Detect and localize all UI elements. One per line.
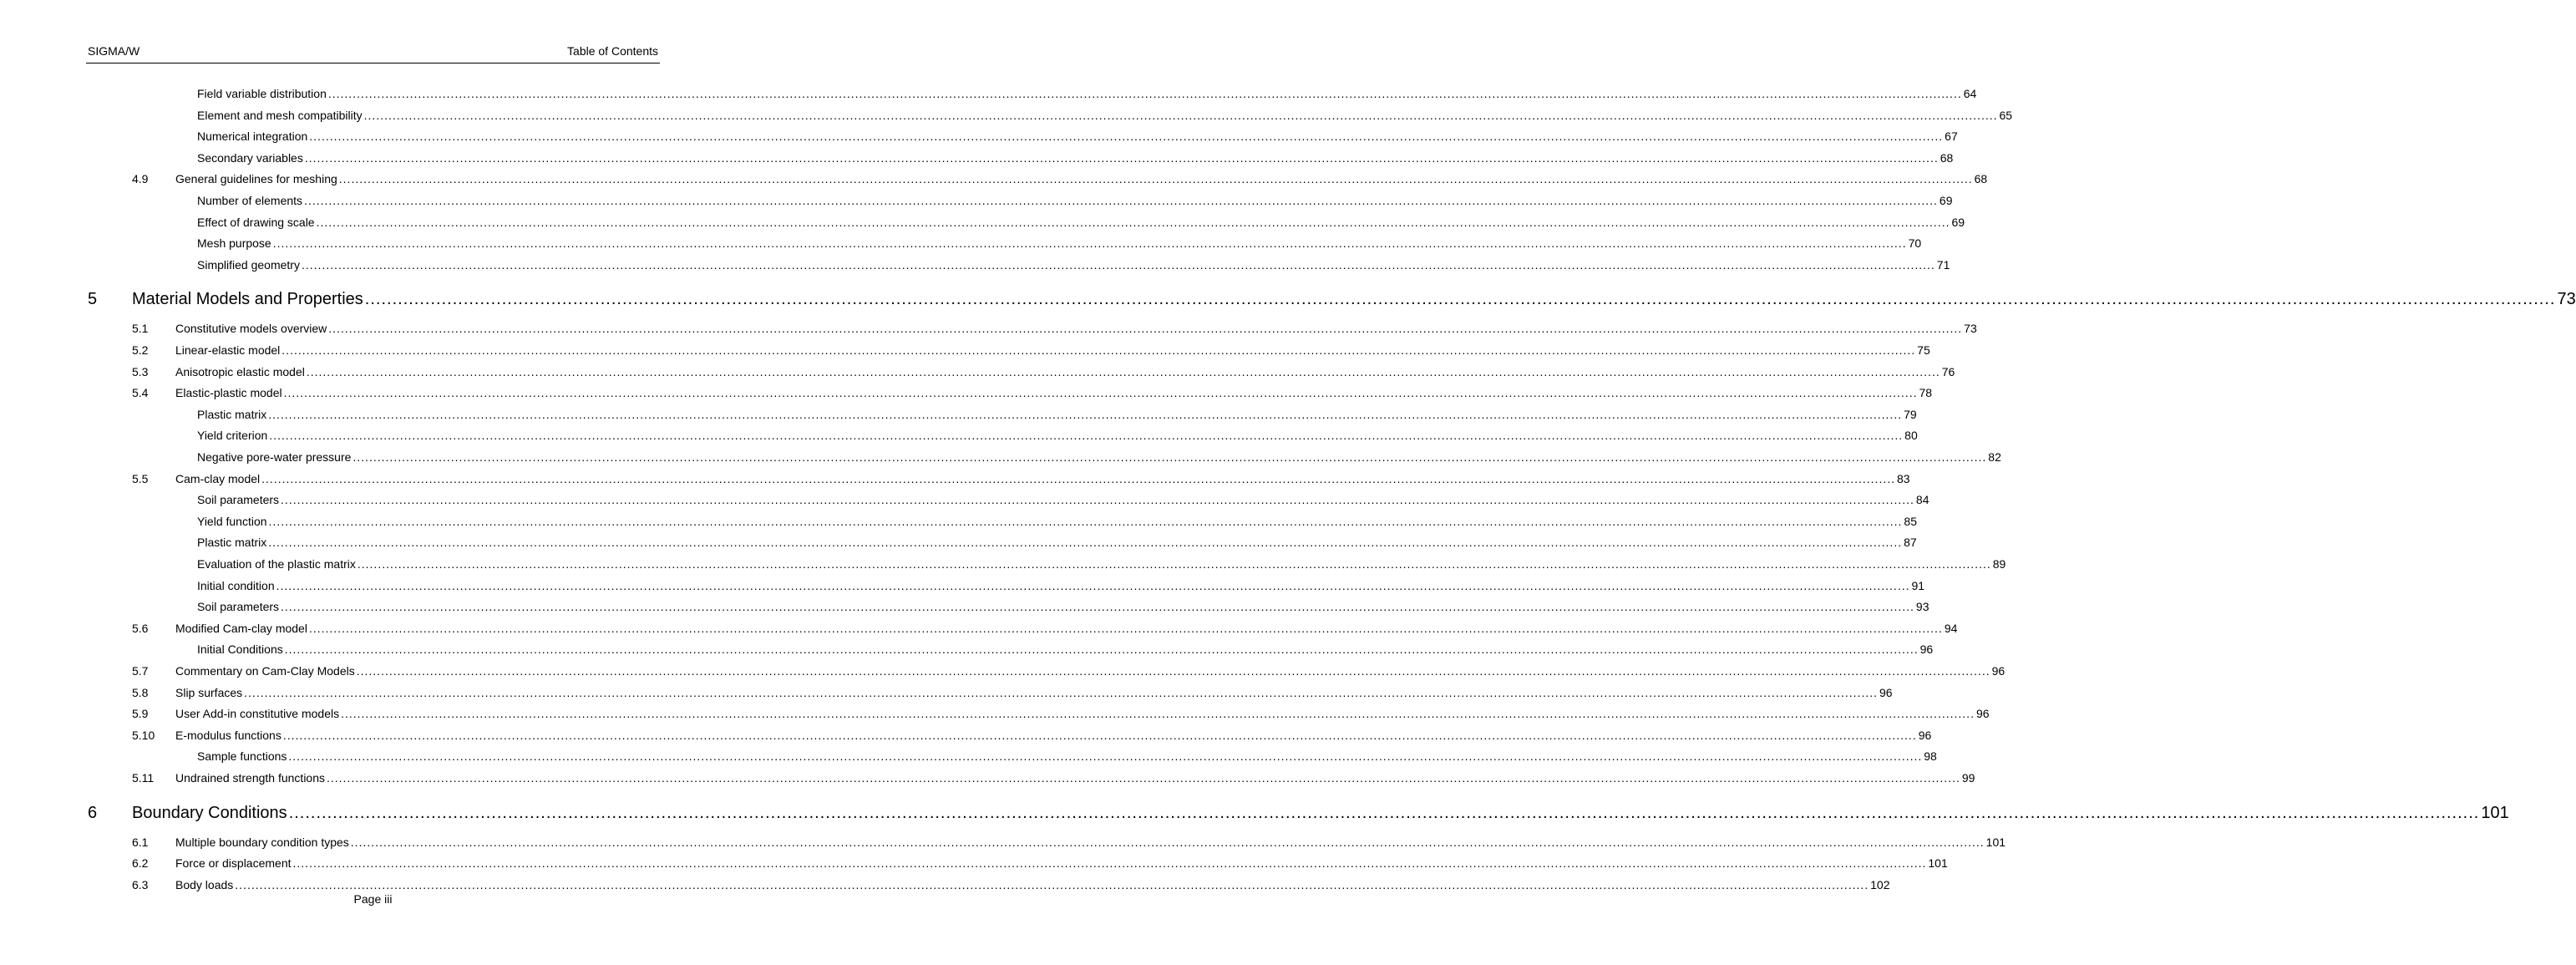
toc-subsection-entry[interactable] [197, 194, 1953, 207]
toc-entry-title: Body loads [175, 877, 234, 891]
toc-section-entry[interactable] [175, 771, 1975, 785]
toc-entry-title: Boundary Conditions [132, 803, 287, 822]
toc-entry-page: 64 [1963, 87, 1977, 100]
toc-subsection-entry[interactable] [197, 450, 2001, 464]
toc-entry-page: 65 [1999, 108, 2013, 122]
toc-entry-title: Mesh purpose [197, 236, 271, 251]
toc-entry-page: 68 [1974, 172, 1988, 186]
toc-entry-page: 102 [1870, 877, 1890, 891]
toc-section-entry[interactable] [175, 322, 1977, 336]
dot-leader: ................................................................................................................................................................................................................................................................................................................................................................................................................ [327, 771, 1960, 785]
toc-entry-page: 67 [1945, 130, 1958, 144]
toc-section-entry[interactable] [175, 386, 1933, 400]
dot-leader: ................................................................................................................................................................................................................................................................................................................................................................................................................ [288, 749, 1923, 764]
section-number: 5.9 [132, 707, 149, 721]
toc-entry-page: 91 [1911, 578, 1925, 592]
dot-leader: ................................................................................................................................................................................................................................................................................................................................................................................................................ [352, 450, 1987, 464]
section-number: 6.1 [132, 835, 149, 849]
dot-leader: ................................................................................................................................................................................................................................................................................................................................................................................................................ [269, 429, 1904, 443]
dot-leader: ................................................................................................................................................................................................................................................................................................................................................................................................................ [268, 514, 1903, 528]
section-number: 5.7 [132, 664, 149, 678]
section-number: 5.11 [132, 771, 155, 785]
toc-entry-page: 93 [1915, 600, 1929, 614]
toc-entry-page: 94 [1944, 621, 1958, 635]
toc-entry-page: 96 [1975, 707, 1990, 721]
toc-entry-page: 96 [1991, 664, 2006, 678]
toc-subsection-entry[interactable] [197, 493, 1929, 507]
toc-subsection-entry[interactable] [197, 557, 2006, 571]
toc-entry-page: 69 [1939, 194, 1953, 207]
toc-entry-page: 73 [2557, 290, 2576, 309]
dot-leader: ................................................................................................................................................................................................................................................................................................................................................................................................................ [276, 578, 1910, 592]
toc-section-entry[interactable] [175, 877, 1890, 891]
toc-section-entry[interactable] [175, 172, 1988, 186]
toc-section-entry[interactable] [175, 685, 1893, 699]
toc-entry-title: Multiple boundary condition types [175, 835, 349, 849]
toc-subsection-entry[interactable] [197, 536, 1917, 550]
toc-entry-title: Initial condition [197, 578, 275, 592]
toc-entry-title: Soil parameters [197, 493, 280, 507]
toc-entry-title: E-modulus functions [175, 728, 281, 742]
toc-subsection-entry[interactable] [197, 257, 1950, 272]
dot-leader: ................................................................................................................................................................................................................................................................................................................................................................................................................ [327, 87, 1962, 100]
toc-section-entry[interactable] [175, 621, 1958, 635]
toc-entry-page: 99 [1961, 771, 1975, 785]
toc-subsection-entry[interactable] [197, 236, 1922, 251]
toc-entry-title: Anisotropic elastic model [175, 364, 305, 378]
dot-leader: ................................................................................................................................................................................................................................................................................................................................................................................................................ [350, 835, 1985, 849]
toc-entry-title: Cam-clay model [175, 471, 261, 485]
page-number: Page iii [353, 892, 393, 906]
toc-entry-title: Soil parameters [197, 600, 280, 614]
dot-leader: ................................................................................................................................................................................................................................................................................................................................................................................................................ [288, 803, 2480, 822]
toc-section-entry[interactable] [175, 707, 1990, 721]
toc-entry-page: 84 [1915, 493, 1929, 507]
running-header-left: SIGMA/W [88, 44, 140, 58]
dot-leader: ................................................................................................................................................................................................................................................................................................................................................................................................................ [304, 194, 1938, 207]
dot-leader: ................................................................................................................................................................................................................................................................................................................................................................................................................ [338, 172, 1973, 186]
toc-entry-title: Slip surfaces [175, 685, 243, 699]
toc-entry-page: 85 [1904, 514, 1917, 528]
dot-leader: ................................................................................................................................................................................................................................................................................................................................................................................................................ [341, 707, 1975, 721]
toc-entry-title: Secondary variables [197, 150, 303, 165]
toc-entry-page: 83 [1897, 471, 1910, 485]
toc-entry-page: 96 [1918, 728, 1932, 742]
dot-leader: ................................................................................................................................................................................................................................................................................................................................................................................................................ [306, 364, 1940, 378]
toc-section-entry[interactable] [175, 343, 1930, 357]
toc-entry-title: Sample functions [197, 749, 287, 764]
toc-entry-title: Linear-elastic model [175, 343, 281, 357]
toc-entry-page: 75 [1917, 343, 1930, 357]
toc-subsection-entry[interactable] [197, 130, 1958, 144]
toc-entry-page: 101 [1928, 856, 1948, 871]
toc-entry-page: 68 [1940, 150, 1954, 165]
toc-entry-page: 82 [1988, 450, 2001, 464]
toc-entry-title: Yield function [197, 514, 267, 528]
section-number: 6.3 [132, 877, 149, 891]
dot-leader: ................................................................................................................................................................................................................................................................................................................................................................................................................ [308, 621, 1943, 635]
toc-section-entry[interactable] [175, 728, 1932, 742]
running-header-right: Table of Contents [567, 44, 658, 58]
toc-entry-title: Yield criterion [197, 429, 268, 443]
toc-subsection-entry[interactable] [197, 514, 1917, 528]
section-number: 5.3 [132, 364, 149, 378]
dot-leader: ................................................................................................................................................................................................................................................................................................................................................................................................................ [309, 130, 1944, 144]
section-number: 5.6 [132, 621, 149, 635]
toc-entry-title: Element and mesh compatibility [197, 108, 363, 122]
dot-leader: ................................................................................................................................................................................................................................................................................................................................................................................................................ [284, 642, 1919, 657]
toc-subsection-entry[interactable] [197, 150, 1954, 165]
dot-leader: ................................................................................................................................................................................................................................................................................................................................................................................................................ [272, 236, 1907, 251]
toc-entry-page: 79 [1904, 407, 1917, 421]
dot-leader: ................................................................................................................................................................................................................................................................................................................................................................................................................ [316, 215, 1950, 229]
toc-entry-title: Constitutive models overview [175, 322, 327, 336]
dot-leader: ................................................................................................................................................................................................................................................................................................................................................................................................................ [363, 108, 1998, 122]
toc-section-entry[interactable] [175, 364, 1955, 378]
dot-leader: ................................................................................................................................................................................................................................................................................................................................................................................................................ [292, 856, 1927, 871]
toc-entry-title: Plastic matrix [197, 536, 267, 550]
section-number: 5.2 [132, 343, 149, 357]
dot-leader: ................................................................................................................................................................................................................................................................................................................................................................................................................ [301, 257, 1935, 272]
toc-subsection-entry[interactable] [197, 600, 1929, 614]
toc-subsection-entry[interactable] [197, 642, 1934, 657]
toc-entry-page: 78 [1919, 386, 1933, 400]
toc-entry-title: Negative pore-water pressure [197, 450, 352, 464]
toc-entry-page: 98 [1924, 749, 1937, 764]
dot-leader: ................................................................................................................................................................................................................................................................................................................................................................................................................ [283, 386, 1918, 400]
toc-entry-page: 70 [1908, 236, 1922, 251]
toc-subsection-entry[interactable] [197, 429, 1918, 443]
toc-entry-page: 73 [1964, 322, 1977, 336]
toc-entry-page: 69 [1951, 215, 1965, 229]
dot-leader: ................................................................................................................................................................................................................................................................................................................................................................................................................ [282, 728, 1917, 742]
toc-chapter-entry[interactable] [132, 290, 2576, 309]
toc-entry-title: Commentary on Cam-Clay Models [175, 664, 355, 678]
toc-section-entry[interactable] [175, 471, 1910, 485]
toc-entry-title: General guidelines for meshing [175, 172, 337, 186]
toc-entry-title: Undrained strength functions [175, 771, 325, 785]
toc-entry-title: Modified Cam-clay model [175, 621, 307, 635]
toc-entry-page: 87 [1904, 536, 1917, 550]
toc-entry-title: Material Models and Properties [132, 290, 363, 309]
toc-entry-title: Evaluation of the plastic matrix [197, 557, 356, 571]
dot-leader: ................................................................................................................................................................................................................................................................................................................................................................................................................ [268, 536, 1903, 550]
toc-section-entry[interactable] [175, 835, 2006, 849]
dot-leader: ................................................................................................................................................................................................................................................................................................................................................................................................................ [281, 493, 1914, 507]
toc-entry-page: 80 [1904, 429, 1918, 443]
chapter-number: 6 [88, 803, 98, 822]
section-number: 5.10 [132, 728, 155, 742]
section-number: 5.8 [132, 685, 149, 699]
dot-leader: ................................................................................................................................................................................................................................................................................................................................................................................................................ [235, 877, 1869, 891]
section-number: 5.4 [132, 386, 149, 400]
toc-entry-title: Field variable distribution [197, 87, 327, 100]
toc-entry-title: User Add-in constitutive models [175, 707, 340, 721]
toc-subsection-entry[interactable] [197, 407, 1917, 421]
toc-entry-page: 96 [1919, 642, 1934, 657]
toc-section-entry[interactable] [175, 856, 1948, 871]
dot-leader: ................................................................................................................................................................................................................................................................................................................................................................................................................ [268, 407, 1903, 421]
toc-entry-page: 101 [1985, 835, 2006, 849]
dot-leader: ................................................................................................................................................................................................................................................................................................................................................................................................................ [281, 343, 1916, 357]
section-number: 5.5 [132, 471, 149, 485]
section-number: 6.2 [132, 856, 149, 871]
dot-leader: ................................................................................................................................................................................................................................................................................................................................................................................................................ [244, 685, 1879, 699]
toc-entry-title: Force or displacement [175, 856, 292, 871]
chapter-number: 5 [88, 290, 98, 309]
toc-entry-title: Number of elements [197, 194, 303, 207]
dot-leader: ................................................................................................................................................................................................................................................................................................................................................................................................................ [357, 557, 1991, 571]
dot-leader: ................................................................................................................................................................................................................................................................................................................................................................................................................ [261, 471, 1895, 485]
section-number: 5.1 [132, 322, 149, 336]
toc-entry-page: 76 [1941, 364, 1955, 378]
toc-entry-title: Effect of drawing scale [197, 215, 315, 229]
dot-leader: ................................................................................................................................................................................................................................................................................................................................................................................................................ [356, 664, 1990, 678]
toc-subsection-entry[interactable] [197, 215, 1965, 229]
toc-subsection-entry[interactable] [197, 87, 1977, 100]
section-number: 4.9 [132, 172, 149, 186]
toc-entry-title: Plastic matrix [197, 407, 267, 421]
dot-leader: ................................................................................................................................................................................................................................................................................................................................................................................................................ [281, 600, 1914, 614]
toc-entry-title: Simplified geometry [197, 257, 300, 272]
dot-leader: ................................................................................................................................................................................................................................................................................................................................................................................................................ [304, 150, 1939, 165]
toc-chapter-entry[interactable] [132, 803, 2509, 823]
toc-section-entry[interactable] [175, 664, 2006, 678]
toc-entry-page: 71 [1936, 257, 1950, 272]
toc-entry-page: 101 [2481, 803, 2509, 822]
toc-entry-page: 96 [1879, 685, 1893, 699]
toc-entry-title: Initial Conditions [197, 642, 283, 657]
toc-subsection-entry[interactable] [197, 578, 1925, 592]
toc-entry-page: 89 [1992, 557, 2006, 571]
dot-leader: ................................................................................................................................................................................................................................................................................................................................................................................................................ [364, 290, 2556, 309]
toc-entry-title: Elastic-plastic model [175, 386, 282, 400]
toc-entry-title: Numerical integration [197, 130, 308, 144]
toc-subsection-entry[interactable] [197, 749, 1937, 764]
toc-subsection-entry[interactable] [197, 108, 2013, 122]
dot-leader: ................................................................................................................................................................................................................................................................................................................................................................................................................ [328, 322, 1963, 336]
